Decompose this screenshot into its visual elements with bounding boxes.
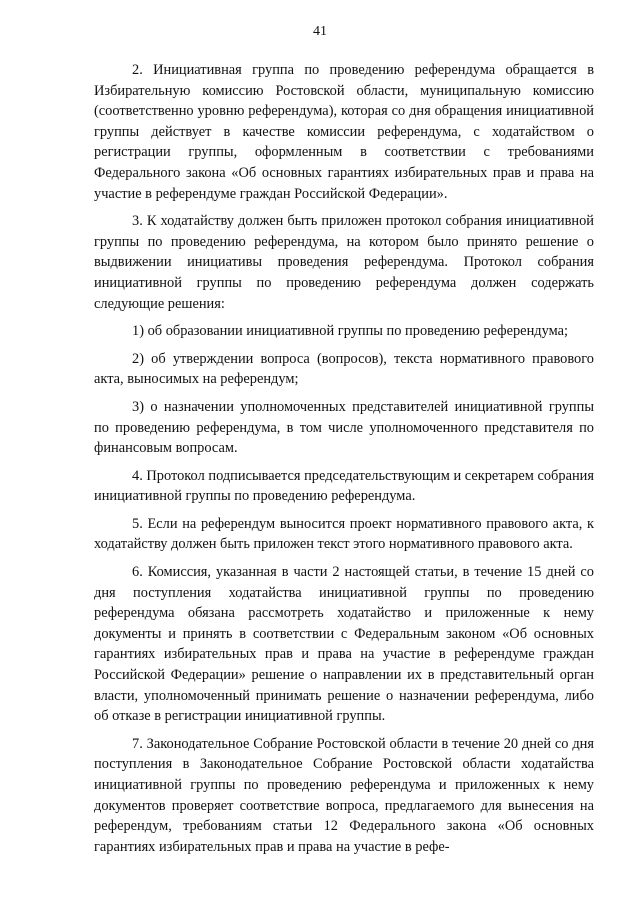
paragraph-part-2: 2. Инициативная группа по проведению референдума обращается в Избирательную комиссию Ростовской области, муниципальную комиссию (соответственно уровню референдума), которая со дня обращения инициативной группы действует в качестве комиссии референдума, с ходатайством о регистрации группы, оформленным в соответствии с требованиями Федерального закона «Об основных гарантиях избирательных прав и права на участие в референдуме граждан Российской Федерации».: [94, 62, 594, 202]
paragraph-part-4: 4. Протокол подписывается председательствующим и секретарем собрания инициативной группы по проведению референдума.: [94, 467, 594, 505]
paragraph-part-5: 5. Если на референдум выносится проект нормативного правового акта, к ходатайству должен быть приложен текст этого нормативного правового акта.: [94, 515, 594, 553]
paragraph-part-3: 3. К ходатайству должен быть приложен протокол собрания инициативной группы по проведению референдума, на котором было принято решение о выдвижении инициативы проведения референдума. Протокол собрания инициативной группы по проведению референдума должен содержать следующие решения:: [94, 213, 594, 312]
paragraph-part-7: 7. Законодательное Собрание Ростовской области в течение 20 дней со дня поступления в Законодательное Собрание Ростовской области ходатайства инициативной группы по проведению референдума и приложенных к нему документов проверяет соответствие вопроса, предлагаемого для вынесения на референдум, требованиям статьи 12 Федерального закона «Об основных гарантиях избирательных прав и права на участие в рефе-: [94, 735, 594, 855]
paragraph-item-3: 3) о назначении уполномоченных представителей инициативной группы по проведению референдума, в том числе уполномоченного представителя по финансовым вопросам.: [94, 398, 594, 457]
page-number: 41: [313, 24, 327, 39]
document-body: [94, 60, 594, 864]
paragraph-part-6: 6. Комиссия, указанная в части 2 настоящей статьи, в течение 15 дней со дня поступления ходатайства инициативной группы по проведению референдума обязана рассмотреть ходатайство и приложенные к нему документы и принять в соответствии с Федеральным законом «Об основных гарантиях избирательных прав и права на участие в референдуме граждан Российской Федерации» решение о направлении их в представительный орган власти, уполномоченный принимать решение о назначении референдума, либо об отказе в регистрации инициативной группы.: [94, 564, 594, 725]
paragraph-item-1: 1) об образовании инициативной группы по проведению референдума;: [132, 323, 568, 340]
paragraph-item-2: 2) об утверждении вопроса (вопросов), текста нормативного правового акта, выносимых на референдум;: [94, 350, 594, 388]
